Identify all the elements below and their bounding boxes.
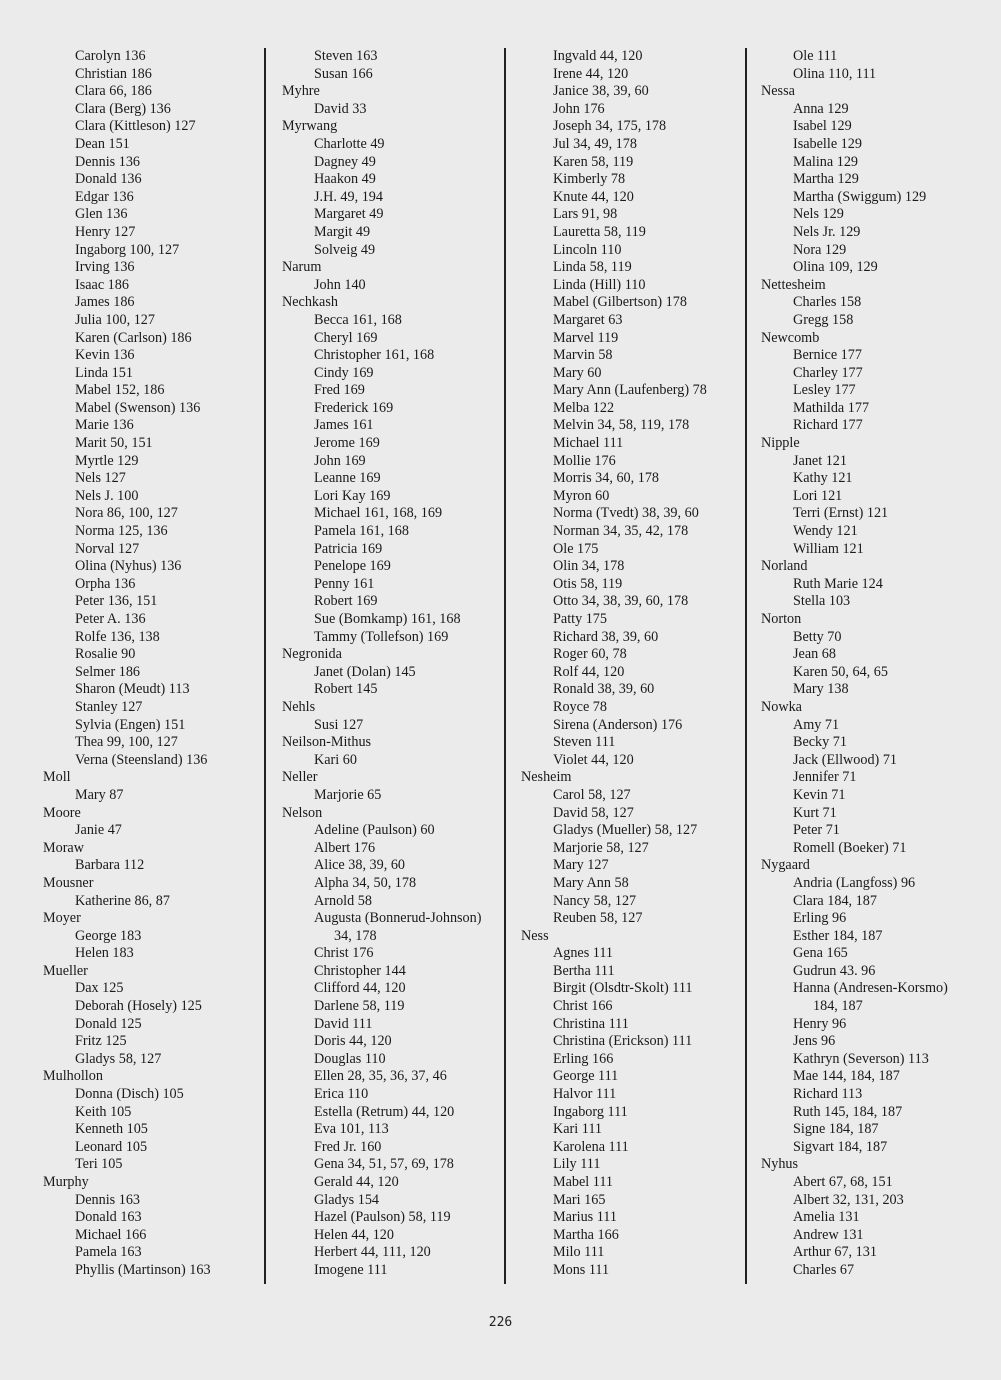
index-entry: Sigvart 184, 187 (793, 1138, 888, 1155)
surname-heading: Nesheim (521, 769, 572, 786)
index-entry: Adeline (Paulson) 60 (314, 822, 435, 839)
index-entry: John 140 (314, 276, 366, 293)
index-entry: Teri 105 (75, 1156, 123, 1173)
surname-heading: Nygaard (761, 857, 810, 874)
index-entry: Dean 151 (75, 135, 130, 152)
index-entry: Isaac 186 (75, 276, 129, 293)
index-entry: Morris 34, 60, 178 (553, 470, 660, 487)
index-entry: Lori Kay 169 (314, 487, 391, 504)
index-column-2 (282, 48, 507, 1280)
index-entry: Steven 163 (314, 48, 378, 64)
index-entry: Janet (Dolan) 145 (314, 663, 416, 680)
index-entry: Irene 44, 120 (553, 65, 629, 82)
index-entry: George 111 (553, 1068, 619, 1085)
index-entry: Robert 169 (314, 593, 378, 610)
index-entry: Helen 44, 120 (314, 1226, 394, 1243)
index-entry: Christ 166 (553, 998, 613, 1015)
index-entry: Kathy 121 (793, 470, 853, 487)
index-entry: Karolena 111 (553, 1138, 629, 1155)
index-entry: Mary 127 (553, 857, 609, 874)
index-entry: Albert 176 (314, 839, 376, 856)
index-entry: Rolf 44, 120 (553, 663, 625, 680)
index-entry: Augusta (Bonnerud-Johnson) (314, 910, 482, 927)
index-entry: Orpha 136 (75, 575, 136, 592)
index-entry: Bernice 177 (793, 347, 862, 364)
index-entry: Dennis 136 (75, 153, 141, 170)
index-entry: Gena 165 (793, 945, 848, 962)
index-entry: Christopher 161, 168 (314, 347, 435, 364)
index-entry: Margaret 63 (553, 311, 623, 328)
index-entry: Lori 121 (793, 487, 843, 504)
surname-heading: Mulhollon (43, 1068, 103, 1085)
index-entry: Peter 136, 151 (75, 593, 158, 610)
index-entry: Penelope 169 (314, 558, 391, 575)
index-entry: Christina 111 (553, 1015, 629, 1032)
surname-heading: Mueller (43, 962, 88, 979)
page-number: 226 (488, 1315, 513, 1330)
index-entry: Betty 70 (793, 628, 842, 645)
index-entry: Romell (Boeker) 71 (793, 839, 907, 856)
index-entry: Charles 158 (793, 294, 862, 311)
column-divider (745, 48, 747, 1284)
index-entry: Nora 86, 100, 127 (75, 505, 178, 522)
index-entry: Herbert 44, 111, 120 (314, 1244, 431, 1261)
index-entry: Norma 125, 136 (75, 523, 168, 540)
index-entry: Stanley 127 (75, 698, 143, 715)
index-entry: Peter 71 (793, 822, 840, 839)
index-entry: Deborah (Hosely) 125 (75, 998, 202, 1015)
index-entry: Linda 58, 119 (553, 259, 632, 276)
index-entry: Solveig 49 (314, 241, 376, 258)
index-entry: Nels 129 (793, 206, 844, 223)
index-entry: Jerome 169 (314, 435, 380, 452)
index-entry: Fred Jr. 160 (314, 1138, 382, 1155)
index-entry: Becca 161, 168 (314, 311, 402, 328)
index-entry: Mari 165 (553, 1191, 606, 1208)
index-entry: Julia 100, 127 (75, 311, 155, 328)
surname-heading: Norton (761, 611, 802, 627)
index-entry: Mary Ann (Laufenberg) 78 (553, 382, 707, 399)
index-entry: Joseph 34, 175, 178 (553, 118, 667, 135)
index-entry: Kari 60 (314, 751, 357, 768)
surname-heading: Nessa (761, 83, 795, 100)
surname-heading: Moyer (43, 910, 81, 927)
index-entry: Frederick 169 (314, 399, 394, 416)
index-entry: Susan 166 (314, 65, 373, 82)
index-entry: Melvin 34, 58, 119, 178 (553, 417, 690, 434)
surname-heading: Nyhus (761, 1156, 799, 1173)
index-entry: Eva 101, 113 (314, 1121, 389, 1138)
index-entry: Isabelle 129 (793, 135, 862, 152)
index-entry: Kevin 71 (793, 786, 846, 803)
index-entry: Stella 103 (793, 593, 851, 610)
index-entry: Marvel 119 (553, 329, 619, 346)
index-entry: Christ 176 (314, 945, 374, 962)
index-entry: Erica 110 (314, 1086, 369, 1103)
index-entry: Kathryn (Severson) 113 (793, 1050, 929, 1067)
index-entry: David 33 (314, 100, 367, 117)
index-entry: Haakon 49 (314, 171, 376, 188)
index-entry: Olina 109, 129 (793, 259, 878, 276)
index-entry: Pamela 163 (75, 1244, 142, 1261)
index-entry: Andria (Langfoss) 96 (793, 874, 916, 891)
index-entry: Sharon (Meudt) 113 (75, 681, 190, 698)
index-entry: Lincoln 110 (553, 241, 622, 258)
index-entry: Tammy (Tollefson) 169 (314, 628, 449, 645)
index-entry: Mons 111 (553, 1261, 610, 1278)
index-entry: Leanne 169 (314, 470, 381, 487)
index-entry: Marvin 58 (553, 347, 613, 364)
surname-heading: Neller (282, 769, 318, 786)
index-entry: Agnes 111 (553, 945, 614, 962)
index-entry: Nels Jr. 129 (793, 223, 861, 240)
index-entry: Jennifer 71 (793, 769, 857, 786)
index-entry: Nancy 58, 127 (553, 892, 637, 909)
index-entry: Arnold 58 (314, 892, 372, 909)
index-entry: Dennis 163 (75, 1191, 141, 1208)
index-entry: Wendy 121 (793, 523, 858, 540)
surname-heading: Nehls (282, 698, 316, 715)
index-entry: Alpha 34, 50, 178 (314, 874, 417, 891)
index-entry: Marjorie 58, 127 (553, 839, 649, 856)
index-entry: Mary 138 (793, 681, 849, 698)
index-entry: Richard 177 (793, 417, 863, 434)
index-entry: Ingaborg 111 (553, 1103, 628, 1120)
index-entry: Donald 163 (75, 1209, 142, 1226)
index-entry: Lily 111 (553, 1156, 601, 1173)
index-entry: Richard 113 (793, 1086, 863, 1103)
index-entry: Barbara 112 (75, 857, 145, 874)
index-entry: Olina (Nyhus) 136 (75, 558, 182, 575)
index-entry: Michael 166 (75, 1226, 147, 1243)
index-entry: Rolfe 136, 138 (75, 628, 160, 645)
index-column-4 (761, 48, 986, 1280)
index-entry: Kimberly 78 (553, 171, 626, 188)
index-entry: Malina 129 (793, 153, 859, 170)
index-entry: Olina 110, 111 (793, 65, 877, 82)
index-entry: Cheryl 169 (314, 329, 378, 346)
index-entry: Christopher 144 (314, 962, 406, 979)
index-entry: Helen 183 (75, 945, 134, 962)
index-entry: Verna (Steensland) 136 (75, 751, 208, 768)
index-entry: Gerald 44, 120 (314, 1174, 399, 1190)
surname-heading: Moore (43, 804, 81, 821)
index-entry: Clara (Kittleson) 127 (75, 118, 196, 135)
index-entry: Penny 161 (314, 575, 375, 592)
index-entry: Rosalie 90 (75, 646, 136, 663)
index-entry: Karen (Carlson) 186 (75, 329, 192, 346)
surname-heading: Nelson (282, 804, 323, 821)
index-entry: Jack (Ellwood) 71 (793, 751, 898, 768)
index-entry: Richard 38, 39, 60 (553, 628, 659, 645)
index-entry: Leonard 105 (75, 1138, 148, 1155)
index-entry: Mae 144, 184, 187 (793, 1068, 900, 1085)
index-entry: Mathilda 177 (793, 399, 870, 416)
index-entry: Karen 58, 119 (553, 153, 634, 170)
surname-heading: Negronida (282, 646, 342, 663)
index-entry: Patty 175 (553, 611, 607, 627)
index-entry: Peter A. 136 (75, 611, 146, 627)
index-entry: Sirena (Anderson) 176 (553, 716, 683, 733)
index-entry: James 161 (314, 417, 374, 434)
index-entry: Janet 121 (793, 452, 847, 469)
index-entry: Mabel (Swenson) 136 (75, 399, 201, 416)
index-entry: Esther 184, 187 (793, 927, 883, 944)
index-entry: Douglas 110 (314, 1050, 386, 1067)
index-entry: Karen 50, 64, 65 (793, 663, 888, 680)
index-entry: Gladys (Mueller) 58, 127 (553, 822, 698, 839)
index-entry: Keith 105 (75, 1103, 132, 1120)
index-entry: Donna (Disch) 105 (75, 1086, 184, 1103)
index-entry: Reuben 58, 127 (553, 910, 643, 927)
surname-heading: Narum (282, 259, 322, 276)
surname-heading: Nechkash (282, 294, 338, 311)
index-entry: Kevin 136 (75, 347, 135, 364)
index-entry: Irving 136 (75, 259, 135, 276)
index-entry-continuation: 34, 178 (334, 927, 377, 944)
index-entry: Clara 184, 187 (793, 892, 877, 909)
surname-heading: Newcomb (761, 329, 820, 346)
index-entry: Ingaborg 100, 127 (75, 241, 180, 258)
surname-heading: Murphy (43, 1174, 89, 1190)
surname-heading: Mousner (43, 874, 94, 891)
index-entry: Signe 184, 187 (793, 1121, 879, 1138)
index-entry: Becky 71 (793, 734, 847, 751)
surname-heading: Myhre (282, 83, 320, 100)
index-entry: Nels J. 100 (75, 487, 139, 504)
index-entry: Patricia 169 (314, 540, 383, 557)
index-entry: Jul 34, 49, 178 (553, 135, 637, 152)
index-entry: Phyllis (Martinson) 163 (75, 1261, 211, 1278)
index-entry: Kari 111 (553, 1121, 602, 1138)
index-entry: Linda 151 (75, 364, 133, 381)
index-entry: Abert 67, 68, 151 (793, 1174, 893, 1190)
index-entry: Susi 127 (314, 716, 364, 733)
index-entry: Carol 58, 127 (553, 786, 631, 803)
index-entry: Gladys 58, 127 (75, 1050, 162, 1067)
index-entry: Mollie 176 (553, 452, 616, 469)
index-entry: Fritz 125 (75, 1033, 127, 1050)
index-entry: Norma (Tvedt) 38, 39, 60 (553, 505, 699, 522)
index-entry: Sylvia (Engen) 151 (75, 716, 186, 733)
index-entry: Cindy 169 (314, 364, 374, 381)
index-entry: Janice 38, 39, 60 (553, 83, 649, 100)
index-entry: Charles 67 (793, 1261, 855, 1278)
index-entry: Kenneth 105 (75, 1121, 148, 1138)
surname-heading: Norland (761, 558, 808, 575)
index-entry: Nora 129 (793, 241, 847, 258)
index-entry: Ole 111 (793, 48, 838, 64)
index-entry: Lesley 177 (793, 382, 856, 399)
index-entry: Hanna (Andresen-Korsmo) (793, 980, 948, 997)
index-entry: John 169 (314, 452, 366, 469)
index-entry: Ole 175 (553, 540, 599, 557)
index-column-3 (521, 48, 746, 1280)
index-entry: Donald 125 (75, 1015, 142, 1032)
index-entry: Gudrun 43. 96 (793, 962, 876, 979)
index-entry: Mabel (Gilbertson) 178 (553, 294, 687, 311)
index-entry: Hazel (Paulson) 58, 119 (314, 1209, 451, 1226)
index-entry: Pamela 161, 168 (314, 523, 409, 540)
index-entry: Albert 32, 131, 203 (793, 1191, 904, 1208)
index-entry: Gregg 158 (793, 311, 854, 328)
index-column-1 (43, 48, 268, 1280)
index-entry: Melba 122 (553, 399, 615, 416)
index-entry: Erling 166 (553, 1050, 614, 1067)
surname-heading: Ness (521, 927, 549, 944)
index-entry: Jean 68 (793, 646, 836, 663)
index-entry: Imogene 111 (314, 1261, 388, 1278)
index-entry: Birgit (Olsdtr-Skolt) 111 (553, 980, 693, 997)
index-entry: Edgar 136 (75, 188, 134, 205)
index-entry: Glen 136 (75, 206, 128, 223)
index-entry: Otto 34, 38, 39, 60, 178 (553, 593, 689, 610)
index-entry: Terri (Ernst) 121 (793, 505, 889, 522)
index-entry: David 111 (314, 1015, 373, 1032)
index-entry: Doris 44, 120 (314, 1033, 392, 1050)
index-entry: Bertha 111 (553, 962, 615, 979)
index-entry: J.H. 49, 194 (314, 188, 383, 205)
index-entry: Isabel 129 (793, 118, 852, 135)
index-entry: Dagney 49 (314, 153, 376, 170)
index-entry: Martha 166 (553, 1226, 619, 1243)
surname-heading: Nowka (761, 698, 802, 715)
index-entry: John 176 (553, 100, 605, 117)
index-entry: Gladys 154 (314, 1191, 380, 1208)
index-entry: Roger 60, 78 (553, 646, 627, 663)
index-entry: Arthur 67, 131 (793, 1244, 877, 1261)
index-entry: Ruth Marie 124 (793, 575, 883, 592)
index-entry: Myron 60 (553, 487, 610, 504)
index-entry: Clifford 44, 120 (314, 980, 406, 997)
index-entry: Fred 169 (314, 382, 365, 399)
index-entry: Thea 99, 100, 127 (75, 734, 178, 751)
index-entry: Katherine 86, 87 (75, 892, 170, 909)
index-entry: Charlotte 49 (314, 135, 385, 152)
index-entry: Halvor 111 (553, 1086, 617, 1103)
index-entry: Marit 50, 151 (75, 435, 153, 452)
surname-heading: Moraw (43, 839, 84, 856)
index-entry: Alice 38, 39, 60 (314, 857, 406, 874)
index-entry: Amelia 131 (793, 1209, 860, 1226)
index-entry: Christian 186 (75, 65, 152, 82)
index-entry: Violet 44, 120 (553, 751, 634, 768)
index-entry: Margit 49 (314, 223, 371, 240)
index-entry: George 183 (75, 927, 142, 944)
index-entry: Dax 125 (75, 980, 124, 997)
index-entry: Norman 34, 35, 42, 178 (553, 523, 689, 540)
surname-heading: Myrwang (282, 118, 338, 135)
index-entry: Ingvald 44, 120 (553, 48, 643, 64)
index-entry: Andrew 131 (793, 1226, 864, 1243)
index-entry: Clara (Berg) 136 (75, 100, 171, 117)
index-entry: Ruth 145, 184, 187 (793, 1103, 903, 1120)
index-entry: Christina (Erickson) 111 (553, 1033, 693, 1050)
index-entry: Lauretta 58, 119 (553, 223, 646, 240)
index-entry: David 58, 127 (553, 804, 634, 821)
index-entry: Royce 78 (553, 698, 607, 715)
index-entry: Carolyn 136 (75, 48, 146, 64)
index-entry: Sue (Bomkamp) 161, 168 (314, 611, 461, 627)
index-entry: Henry 127 (75, 223, 136, 240)
index-entry: Gena 34, 51, 57, 69, 178 (314, 1156, 454, 1173)
surname-heading: Nipple (761, 435, 800, 452)
index-entry: Ellen 28, 35, 36, 37, 46 (314, 1068, 447, 1085)
index-entry: Martha 129 (793, 171, 859, 188)
index-entry: Margaret 49 (314, 206, 384, 223)
index-entry: Anna 129 (793, 100, 849, 117)
index-entry-continuation: 184, 187 (813, 998, 863, 1015)
index-entry: Kurt 71 (793, 804, 837, 821)
index-entry: Donald 136 (75, 171, 142, 188)
index-entry: Milo 111 (553, 1244, 605, 1261)
index-entry: Marius 111 (553, 1209, 617, 1226)
column-divider (264, 48, 266, 1284)
index-entry: Linda (Hill) 110 (553, 276, 646, 293)
index-entry: Mabel 111 (553, 1174, 614, 1190)
index-entry: Mary Ann 58 (553, 874, 629, 891)
index-entry: Steven 111 (553, 734, 616, 751)
index-entry: Knute 44, 120 (553, 188, 634, 205)
index-entry: Martha (Swiggum) 129 (793, 188, 927, 205)
index-entry: Mary 60 (553, 364, 602, 381)
index-entry: William 121 (793, 540, 864, 557)
index-entry: Darlene 58, 119 (314, 998, 405, 1015)
index-entry: Myrtle 129 (75, 452, 139, 469)
index-entry: Norval 127 (75, 540, 140, 557)
index-entry: Olin 34, 178 (553, 558, 625, 575)
index-entry: Mabel 152, 186 (75, 382, 165, 399)
index-entry: Selmer 186 (75, 663, 141, 680)
index-entry: Ronald 38, 39, 60 (553, 681, 655, 698)
surname-heading: Neilson-Mithus (282, 734, 372, 751)
column-divider (504, 48, 506, 1284)
index-entry: Henry 96 (793, 1015, 847, 1032)
index-entry: Michael 111 (553, 435, 624, 452)
index-entry: Robert 145 (314, 681, 378, 698)
index-entry: Janie 47 (75, 822, 122, 839)
index-entry: Mary 87 (75, 786, 124, 803)
surname-heading: Moll (43, 769, 71, 786)
index-entry: Jens 96 (793, 1033, 836, 1050)
surname-heading: Nettesheim (761, 276, 826, 293)
index-entry: Charley 177 (793, 364, 863, 381)
index-entry: Amy 71 (793, 716, 840, 733)
index-entry: Marie 136 (75, 417, 134, 434)
index-entry: Clara 66, 186 (75, 83, 152, 100)
index-entry: Nels 127 (75, 470, 126, 487)
index-entry: Michael 161, 168, 169 (314, 505, 443, 522)
index-entry: Erling 96 (793, 910, 847, 927)
index-entry: Estella (Retrum) 44, 120 (314, 1103, 455, 1120)
index-entry: Lars 91, 98 (553, 206, 618, 223)
index-entry: Marjorie 65 (314, 786, 382, 803)
index-entry: James 186 (75, 294, 135, 311)
index-entry: Otis 58, 119 (553, 575, 623, 592)
